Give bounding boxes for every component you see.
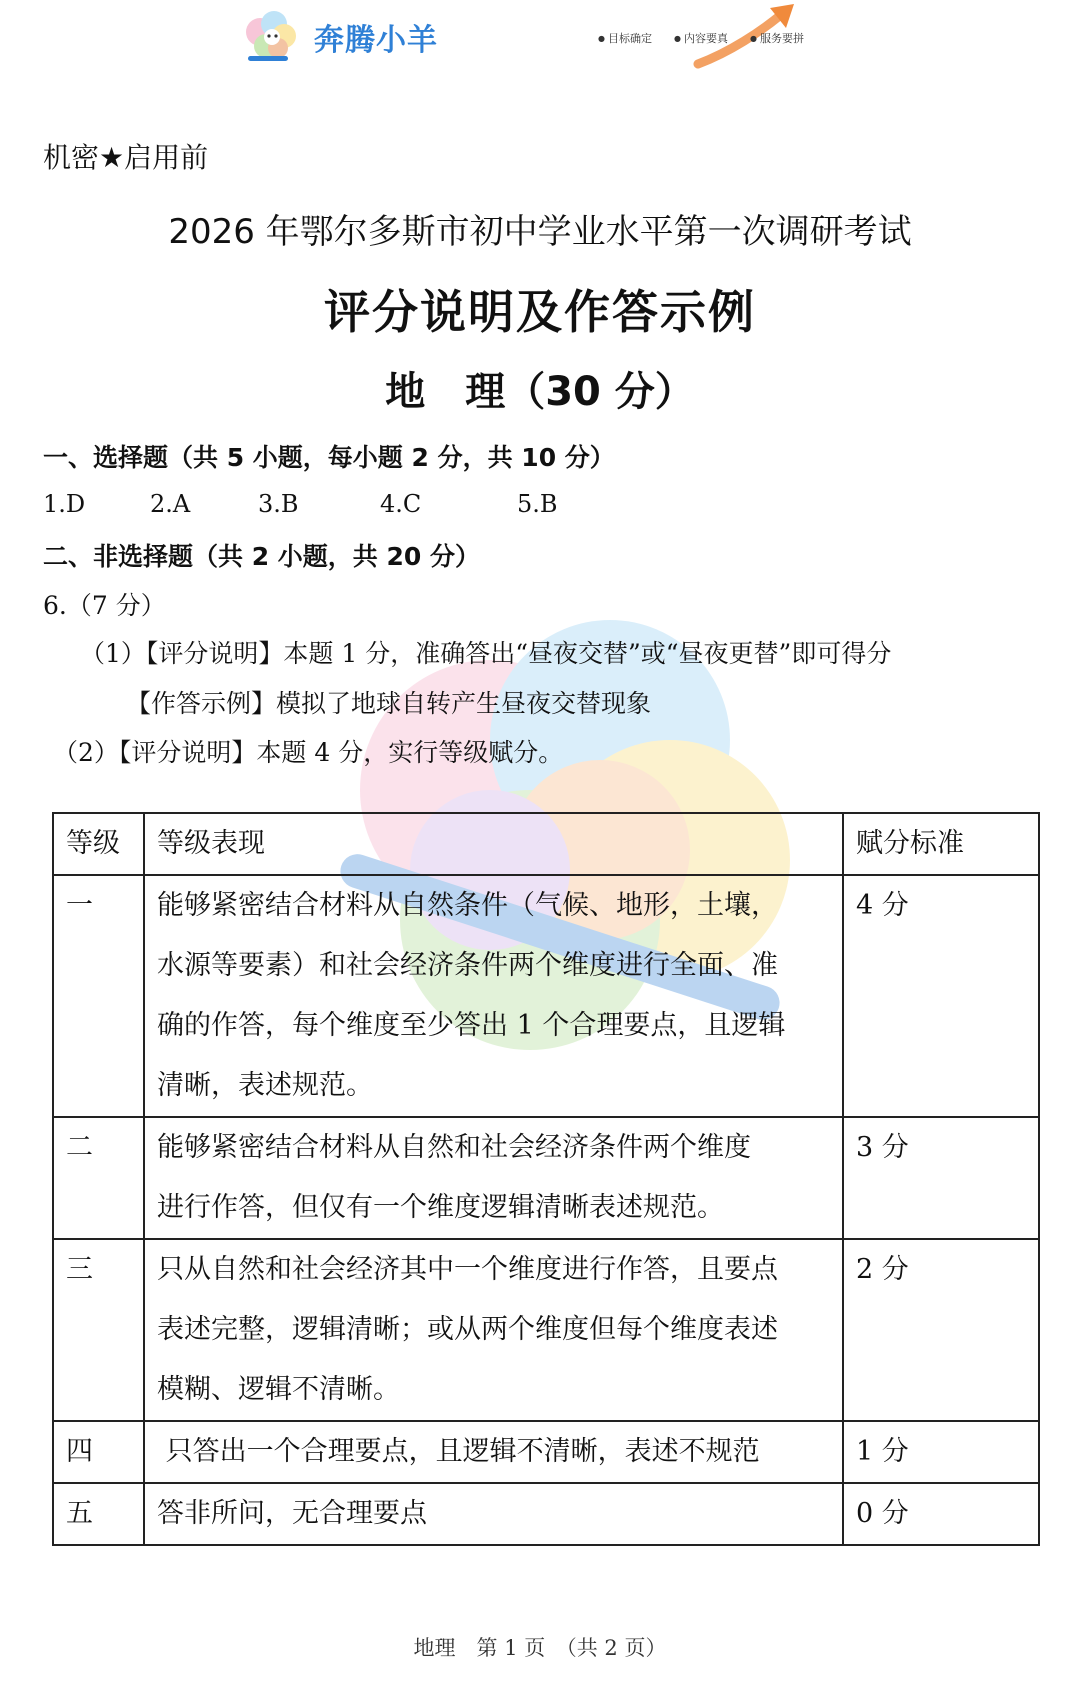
- column-header: 等级: [53, 813, 144, 875]
- subject-title: 地 理（30 分）: [385, 369, 695, 415]
- description-line: 水源等要素）和社会经济条件两个维度进行全面、准: [157, 950, 778, 981]
- score-cell: 3 分: [843, 1117, 1039, 1239]
- description-line: 能够紧密结合材料从自然条件（气候、地形，土壤，: [157, 890, 778, 921]
- table-row: [53, 1239, 1039, 1421]
- description-line: 只从自然和社会经济其中一个维度进行作答，且要点: [157, 1254, 778, 1285]
- slogan-tag: ● 服务要拼: [750, 30, 804, 46]
- description-line: 进行作答，但仅有一个维度逻辑清晰表述规范。: [157, 1192, 724, 1223]
- score-cell: 2 分: [843, 1239, 1039, 1421]
- grading-table: [52, 812, 1040, 1546]
- score-cell: 0 分: [843, 1483, 1039, 1545]
- table-row: [53, 1117, 1039, 1239]
- level-cell: 二: [53, 1117, 144, 1239]
- description-line: 答非所问，无合理要点: [157, 1498, 427, 1529]
- level-cell: 五: [53, 1483, 144, 1545]
- description-cell: [144, 1239, 843, 1421]
- description-cell: [144, 1483, 843, 1545]
- sheep-logo-icon: [238, 6, 306, 68]
- section-heading: 一、选择题（共 5 小题，每小题 2 分，共 10 分）: [43, 443, 615, 472]
- page-header: [0, 0, 1080, 80]
- description-line: 模糊、逻辑不清晰。: [157, 1374, 400, 1405]
- answer-item: 2.A: [150, 490, 191, 518]
- table-header-row: [53, 813, 1039, 875]
- column-header: 赋分标准: [843, 813, 1039, 875]
- scoring-note: （2）【评分说明】本题 4 分，实行等级赋分。: [53, 738, 564, 767]
- level-cell: 一: [53, 875, 144, 1117]
- confidential-label: 机密★启用前: [43, 141, 209, 174]
- table-row: [53, 1421, 1039, 1483]
- column-header: 等级表现: [144, 813, 843, 875]
- level-cell: 四: [53, 1421, 144, 1483]
- answer-item: 4.C: [380, 490, 422, 518]
- level-cell: 三: [53, 1239, 144, 1421]
- table-row: [53, 875, 1039, 1117]
- slogan-tags: [598, 30, 804, 46]
- scoring-note: （1）【评分说明】本题 1 分，准确答出“昼夜交替”或“昼夜更替”即可得分: [80, 639, 892, 668]
- brand-name: 奔腾小羊: [314, 23, 438, 58]
- answer-example: 【作答示例】模拟了地球自转产生昼夜交替现象: [126, 689, 652, 718]
- brand-logo: [238, 6, 438, 68]
- description-line: 只答出一个合理要点，且逻辑不清晰，表述不规范: [157, 1436, 760, 1467]
- table-row: [53, 1483, 1039, 1545]
- description-line: 能够紧密结合材料从自然和社会经济条件两个维度: [157, 1132, 751, 1163]
- description-cell: [144, 875, 843, 1117]
- question-label: 6.（7 分）: [43, 591, 166, 620]
- score-cell: 4 分: [843, 875, 1039, 1117]
- slogan-tag: ● 目标确定: [598, 30, 652, 46]
- description-line: 确的作答，每个维度至少答出 1 个合理要点，且逻辑: [157, 1010, 786, 1041]
- answer-item: 3.B: [258, 490, 299, 518]
- answer-item: 5.B: [517, 490, 558, 518]
- section-heading: 二、非选择题（共 2 小题，共 20 分）: [43, 542, 481, 571]
- exam-title: 2026 年鄂尔多斯市初中学业水平第一次调研考试: [168, 212, 912, 252]
- score-cell: 1 分: [843, 1421, 1039, 1483]
- description-cell: [144, 1421, 843, 1483]
- page-footer: 地理 第 1 页 （共 2 页）: [413, 1636, 667, 1660]
- slogan-tag: ● 内容要真: [674, 30, 728, 46]
- description-line: 表述完整，逻辑清晰；或从两个维度但每个维度表述: [157, 1314, 778, 1345]
- description-line: 清晰，表述规范。: [157, 1070, 373, 1101]
- main-title: 评分说明及作答示例: [324, 285, 756, 339]
- answer-item: 1.D: [43, 490, 86, 518]
- description-cell: [144, 1117, 843, 1239]
